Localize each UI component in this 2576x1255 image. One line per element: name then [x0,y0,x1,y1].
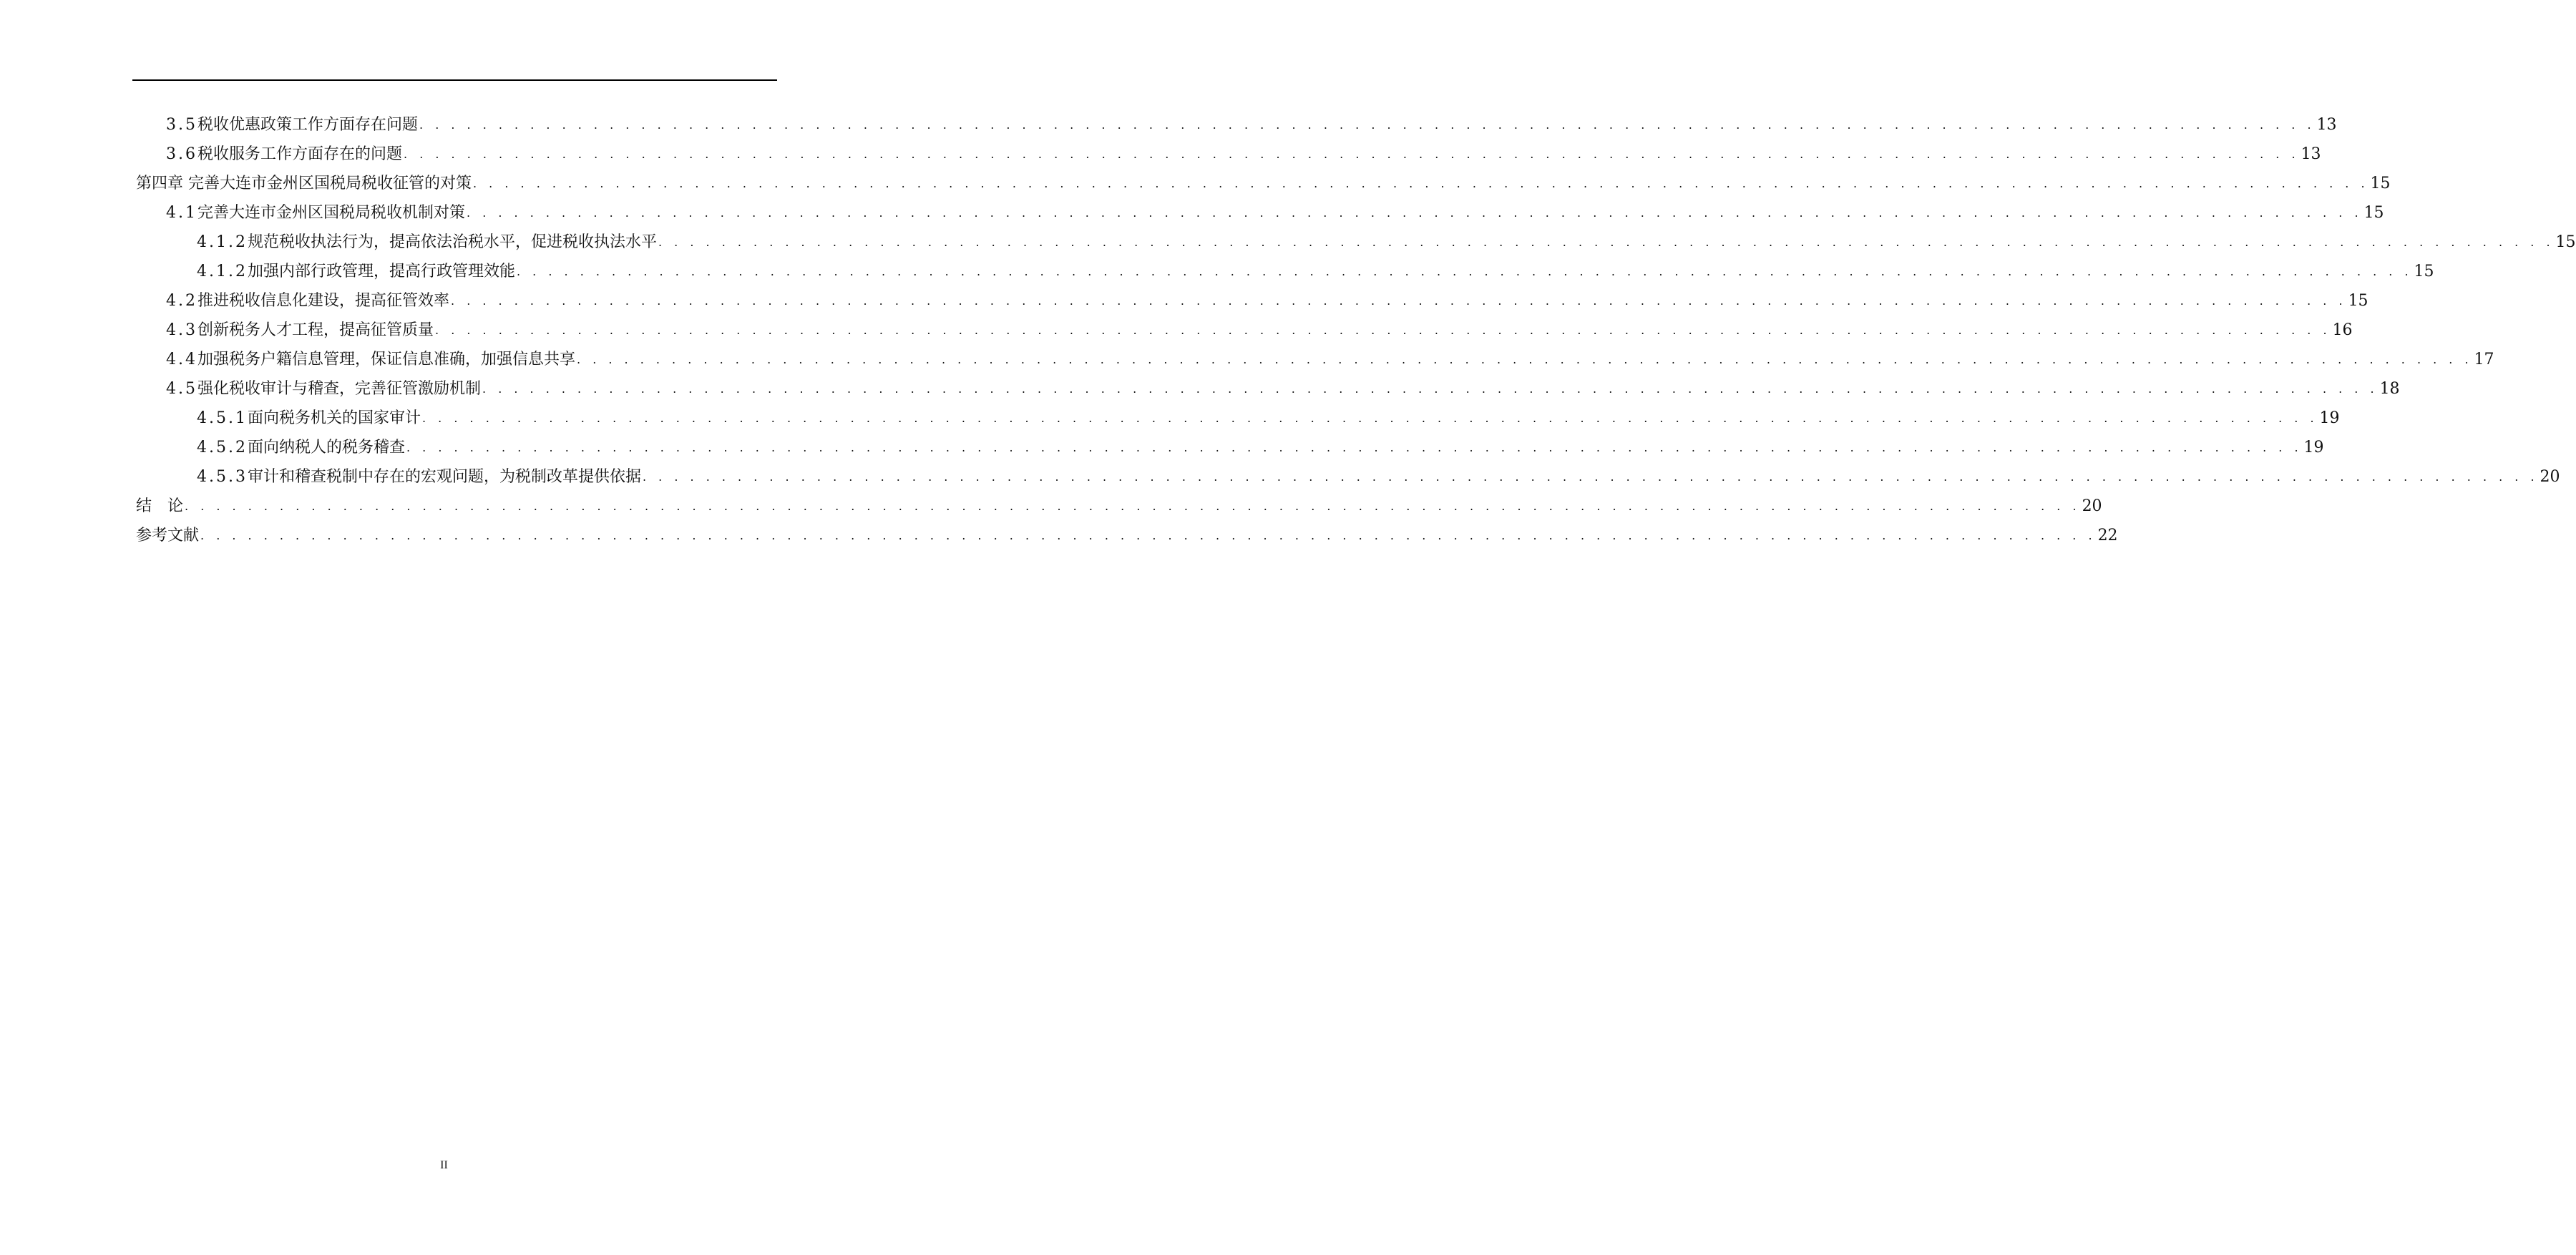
toc-entry-number: 3.6 [166,145,197,163]
toc-dot-leader: . . . . . . . . . . . . . . . . . . . . . . . . . . . . . . . . . . . . . . . . . . . . . . . . . . . . . . . . . . . . . . . . . . . . . . . . . . . . . . . . . . . . . . . . . . . . . . . . . . . . . . . . . . . . . . . . . . . . . . . . [577,353,2473,366]
toc-entry-number: 4.1.2 [197,263,248,280]
toc-dot-leader: . . . . . . . . . . . . . . . . . . . . . . . . . . . . . . . . . . . . . . . . . . . . . . . . . . . . . . . . . . . . . . . . . . . . . . . . . . . . . . . . . . . . . . . . . . . . . . . . . . . . . . . . . . . . . . . . . . . . . . . . [406,441,2303,454]
toc-dot-leader: . . . . . . . . . . . . . . . . . . . . . . . . . . . . . . . . . . . . . . . . . . . . . . . . . . . . . . . . . . . . . . . . . . . . . . . . . . . . . . . . . . . . . . . . . . . . . . . . . . . . . . . . . . . . . . . . . . . . . . . . [643,470,2539,484]
toc-entry-title: 税收服务工作方面存在的问题 [197,145,403,163]
toc-entry-page: 13 [2301,145,2321,163]
toc-dot-leader: . . . . . . . . . . . . . . . . . . . . . . . . . . . . . . . . . . . . . . . . . . . . . . . . . . . . . . . . . . . . . . . . . . . . . . . . . . . . . . . . . . . . . . . . . . . . . . . . . . . . . . . . . . . . . . . . . . . . . . . . [435,323,2331,337]
toc-entry[interactable] [197,435,2324,461]
header-rule [132,79,777,81]
toc-entry[interactable] [136,494,2102,519]
toc-dot-leader: . . . . . . . . . . . . . . . . . . . . . . . . . . . . . . . . . . . . . . . . . . . . . . . . . . . . . . . . . . . . . . . . . . . . . . . . . . . . . . . . . . . . . . . . . . . . . . . . . . . . . . . . . . . . . . . . . . . . . . . . [422,411,2318,425]
toc-entry[interactable] [166,347,2494,373]
toc-entry-page: 17 [2474,351,2494,368]
toc-entry[interactable] [197,230,2576,255]
toc-entry[interactable] [197,406,2340,431]
toc-entry[interactable] [197,259,2434,285]
toc-entry-number: 4.4 [166,351,197,368]
toc-entry-title: 参考文献 [136,527,200,545]
toc-entry-title: 审计和稽查税制中存在的宏观问题，为税制改革提供依据 [247,468,641,486]
toc-entry-number: 3.5 [166,116,197,134]
toc-entry-title: 规范税收执法行为，提高依法治税水平，促进税收执法水平 [247,233,657,251]
toc-entry-page: 22 [2097,527,2118,545]
toc-entry-page: 20 [2540,468,2560,486]
toc-entry-number: 4.1 [166,204,197,222]
toc-entry-title: 推进税收信息化建设，提高征管效率 [197,292,450,310]
toc-dot-leader: . . . . . . . . . . . . . . . . . . . . . . . . . . . . . . . . . . . . . . . . . . . . . . . . . . . . . . . . . . . . . . . . . . . . . . . . . . . . . . . . . . . . . . . . . . . . . . . . . . . . . . . . . . . . . . . . . . . . . . . . [200,529,2097,542]
toc-entry[interactable] [166,318,2353,343]
toc-entry-number: 4.1.2 [197,233,248,251]
toc-dot-leader: . . . . . . . . . . . . . . . . . . . . . . . . . . . . . . . . . . . . . . . . . . . . . . . . . . . . . . . . . . . . . . . . . . . . . . . . . . . . . . . . . . . . . . . . . . . . . . . . . . . . . . . . . . . . . . . . . . . . . . . . [404,147,2300,161]
toc-entry-page: 15 [2370,175,2391,192]
toc-entry-title: 完善大连市金州区国税局税收机制对策 [197,204,466,222]
toc-entry-title: 创新税务人才工程，提高征管质量 [197,321,434,339]
toc-entry-title: 税收优惠政策工作方面存在问题 [197,116,419,134]
toc-dot-leader: . . . . . . . . . . . . . . . . . . . . . . . . . . . . . . . . . . . . . . . . . . . . . . . . . . . . . . . . . . . . . . . . . . . . . . . . . . . . . . . . . . . . . . . . . . . . . . . . . . . . . . . . . . . . . . . . . . . . . . . . [482,382,2379,396]
toc-entry-title: 加强税务户籍信息管理，保证信息准确，加强信息共享 [197,351,576,368]
toc-entry-page: 15 [2555,233,2576,251]
toc-entry[interactable] [136,523,2118,549]
toc-dot-leader: . . . . . . . . . . . . . . . . . . . . . . . . . . . . . . . . . . . . . . . . . . . . . . . . . . . . . . . . . . . . . . . . . . . . . . . . . . . . . . . . . . . . . . . . . . . . . . . . . . . . . . . . . . . . . . . . . . . . . . . . [467,206,2363,220]
toc-entry-number: 4.5.3 [197,468,248,486]
toc-entry-title: 结 论 [136,497,184,515]
toc-dot-leader: . . . . . . . . . . . . . . . . . . . . . . . . . . . . . . . . . . . . . . . . . . . . . . . . . . . . . . . . . . . . . . . . . . . . . . . . . . . . . . . . . . . . . . . . . . . . . . . . . . . . . . . . . . . . . . . . . . . . . . . . [185,499,2081,513]
page-number: II [440,1159,448,1171]
toc-entry-title: 强化税收审计与稽查，完善征管激励机制 [197,380,482,398]
toc-entry-page: 19 [2319,409,2340,427]
toc-dot-leader: . . . . . . . . . . . . . . . . . . . . . . . . . . . . . . . . . . . . . . . . . . . . . . . . . . . . . . . . . . . . . . . . . . . . . . . . . . . . . . . . . . . . . . . . . . . . . . . . . . . . . . . . . . . . . . . . . . . . . . . . [473,177,2369,190]
toc-entry-page: 15 [2363,204,2384,222]
toc-dot-leader: . . . . . . . . . . . . . . . . . . . . . . . . . . . . . . . . . . . . . . . . . . . . . . . . . . . . . . . . . . . . . . . . . . . . . . . . . . . . . . . . . . . . . . . . . . . . . . . . . . . . . . . . . . . . . . . . . . . . . . . . [517,265,2413,278]
toc-entry[interactable] [166,112,2337,138]
toc-entry-title: 第四章 完善大连市金州区国税局税收征管的对策 [136,175,472,192]
toc-entry[interactable] [166,376,2400,402]
toc-entry-title: 加强内部行政管理，提高行政管理效能 [247,263,515,280]
toc-entry[interactable] [197,464,2560,490]
toc-entry-number: 4.2 [166,292,197,310]
toc-entry-title: 面向纳税人的税务稽查 [247,439,405,456]
toc-entry-number: 4.5.2 [197,439,248,456]
toc-entry[interactable] [136,171,2391,197]
toc-dot-leader: . . . . . . . . . . . . . . . . . . . . . . . . . . . . . . . . . . . . . . . . . . . . . . . . . . . . . . . . . . . . . . . . . . . . . . . . . . . . . . . . . . . . . . . . . . . . . . . . . . . . . . . . . . . . . . . . . . . . . . . . [419,118,2316,132]
toc-dot-leader: . . . . . . . . . . . . . . . . . . . . . . . . . . . . . . . . . . . . . . . . . . . . . . . . . . . . . . . . . . . . . . . . . . . . . . . . . . . . . . . . . . . . . . . . . . . . . . . . . . . . . . . . . . . . . . . . . . . . . . . . [451,294,2347,308]
toc-entry-page: 19 [2303,439,2324,456]
toc-entry-page: 18 [2379,380,2400,398]
toc-entry-number: 4.5.1 [197,409,248,427]
toc-entry-page: 13 [2316,116,2337,134]
toc-entry[interactable] [166,200,2384,226]
toc-entry-title: 面向税务机关的国家审计 [247,409,421,427]
toc-entry-number: 4.5 [166,380,197,398]
toc-entry-page: 15 [2414,263,2434,280]
toc-dot-leader: . . . . . . . . . . . . . . . . . . . . . . . . . . . . . . . . . . . . . . . . . . . . . . . . . . . . . . . . . . . . . . . . . . . . . . . . . . . . . . . . . . . . . . . . . . . . . . . . . . . . . . . . . . . . . . . . . . . . . . . . [658,235,2555,249]
toc-entry-number: 4.3 [166,321,197,339]
toc-entry-page: 20 [2082,497,2102,515]
toc-entry[interactable] [166,288,2368,314]
toc-entry[interactable] [166,142,2321,167]
toc-entry-page: 15 [2348,292,2368,310]
toc-entry-page: 16 [2332,321,2353,339]
